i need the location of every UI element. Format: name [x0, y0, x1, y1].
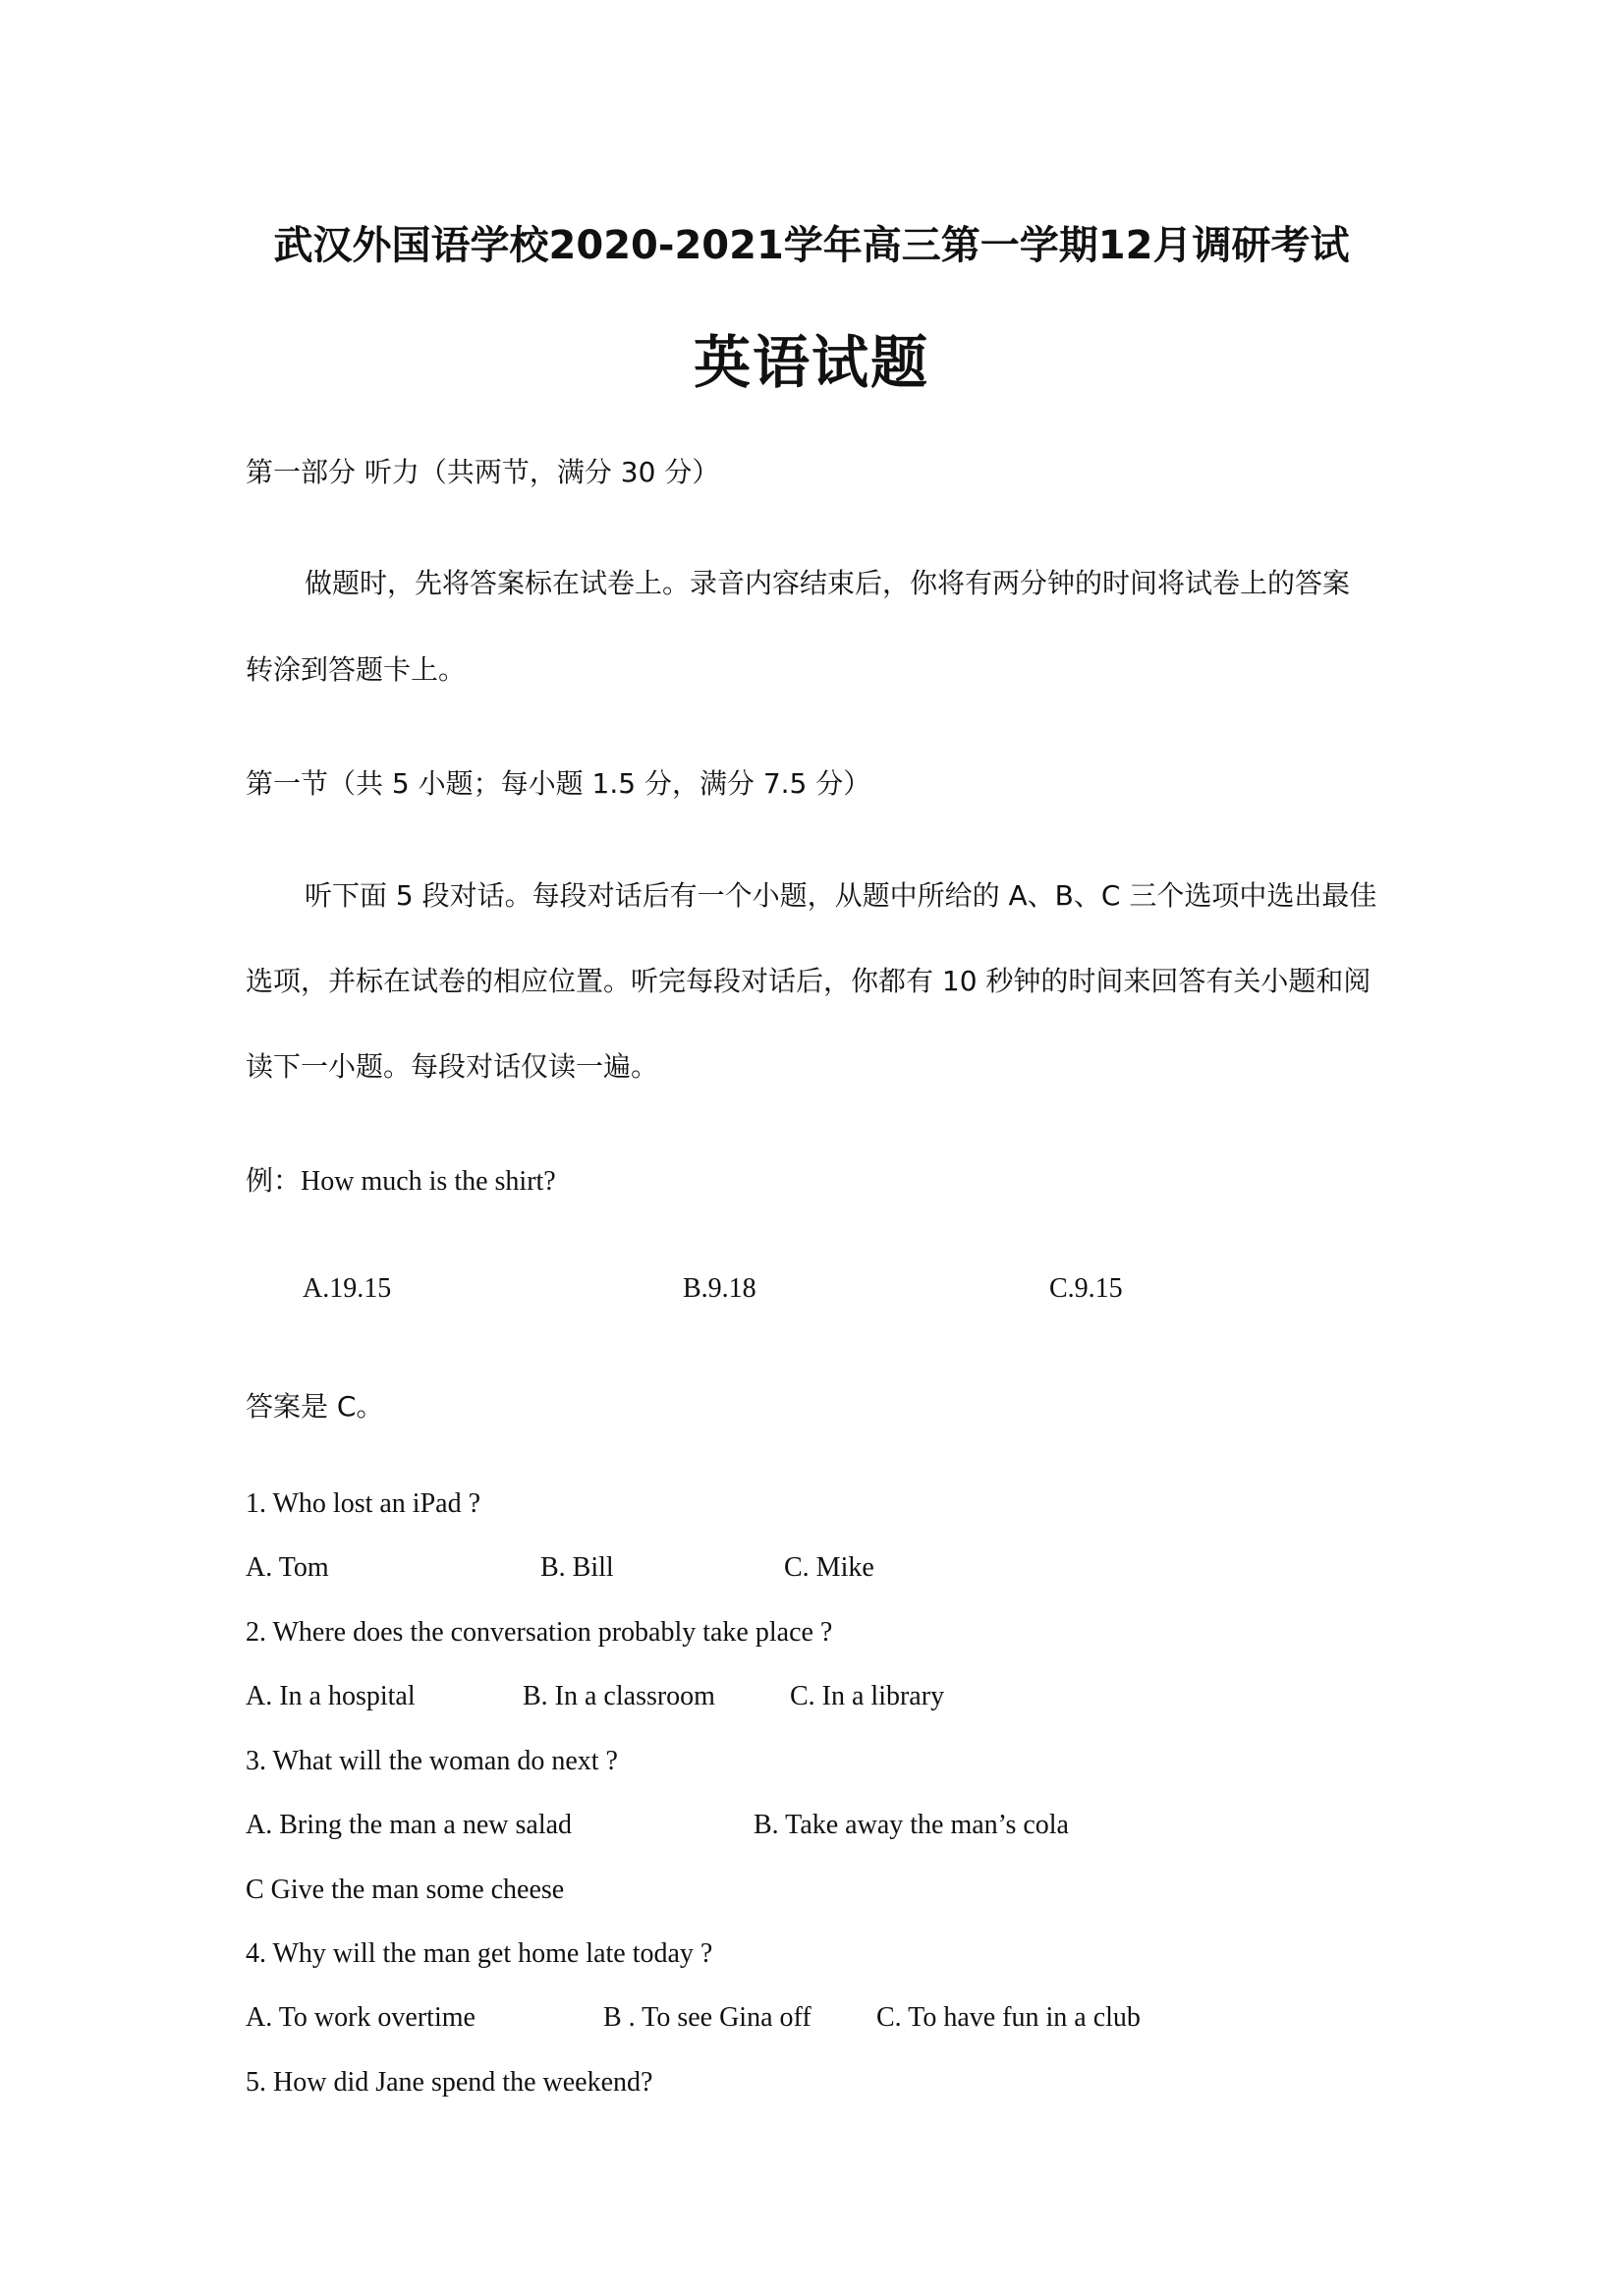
part1-heading: 第一部分 听力（共两节，满分 30 分） — [246, 456, 720, 488]
question-3-option-b: B. Take away the man’s cola — [754, 1810, 1069, 1840]
exam-title: 武汉外国语学校2020-2021学年高三第一学期12月调研考试 — [273, 223, 1350, 268]
example-option-a: A.19.15 — [303, 1273, 392, 1304]
part1-instruction-line1: 做题时，先将答案标在试卷上。录音内容结束后，你将有两分钟的时间将试卷上的答案 — [305, 567, 1351, 599]
question-5: 5. How did Jane spend the weekend? — [246, 2067, 653, 2098]
section1-instruction-line1: 听下面 5 段对话。每段对话后有一个小题，从题中所给的 A、B、C 三个选项中选出最佳 — [305, 879, 1377, 912]
question-4-option-c: C. To have fun in a club — [876, 2002, 1141, 2033]
section1-instruction-line3: 读下一小题。每段对话仅读一遍。 — [246, 1050, 659, 1083]
question-1-option-b: B. Bill — [540, 1552, 614, 1583]
question-1-option-a: A. Tom — [246, 1552, 329, 1583]
question-1-option-c: C. Mike — [784, 1552, 874, 1583]
question-3-option-a: A. Bring the man a new salad — [246, 1810, 573, 1840]
question-4-option-a: A. To work overtime — [246, 2002, 476, 2033]
section1-instruction-line2: 选项，并标在试卷的相应位置。听完每段对话后，你都有 10 秒钟的时间来回答有关小题和阅 — [246, 965, 1371, 997]
example-answer: 答案是 C。 — [246, 1390, 384, 1423]
question-3-option-c: C Give the man some cheese — [246, 1875, 565, 1905]
question-4-option-b: B . To see Gina off — [603, 2002, 812, 2033]
question-2-option-a: A. In a hospital — [246, 1681, 416, 1711]
question-3: 3. What will the woman do next ? — [246, 1746, 618, 1776]
question-2-option-c: C. In a library — [790, 1681, 945, 1711]
question-2-option-b: B. In a classroom — [523, 1681, 715, 1711]
example-question: 例：How much is the shirt? — [246, 1166, 556, 1197]
part1-instruction-line2: 转涂到答题卡上。 — [246, 653, 467, 686]
example-option-c: C.9.15 — [1049, 1273, 1123, 1304]
question-4: 4. Why will the man get home late today ? — [246, 1938, 713, 1969]
question-2: 2. Where does the conversation probably take place ? — [246, 1617, 833, 1648]
section1-heading: 第一节（共 5 小题；每小题 1.5 分，满分 7.5 分） — [246, 767, 871, 800]
question-1: 1. Who lost an iPad ? — [246, 1488, 481, 1519]
subject-title: 英语试题 — [693, 329, 929, 396]
example-option-b: B.9.18 — [683, 1273, 756, 1304]
